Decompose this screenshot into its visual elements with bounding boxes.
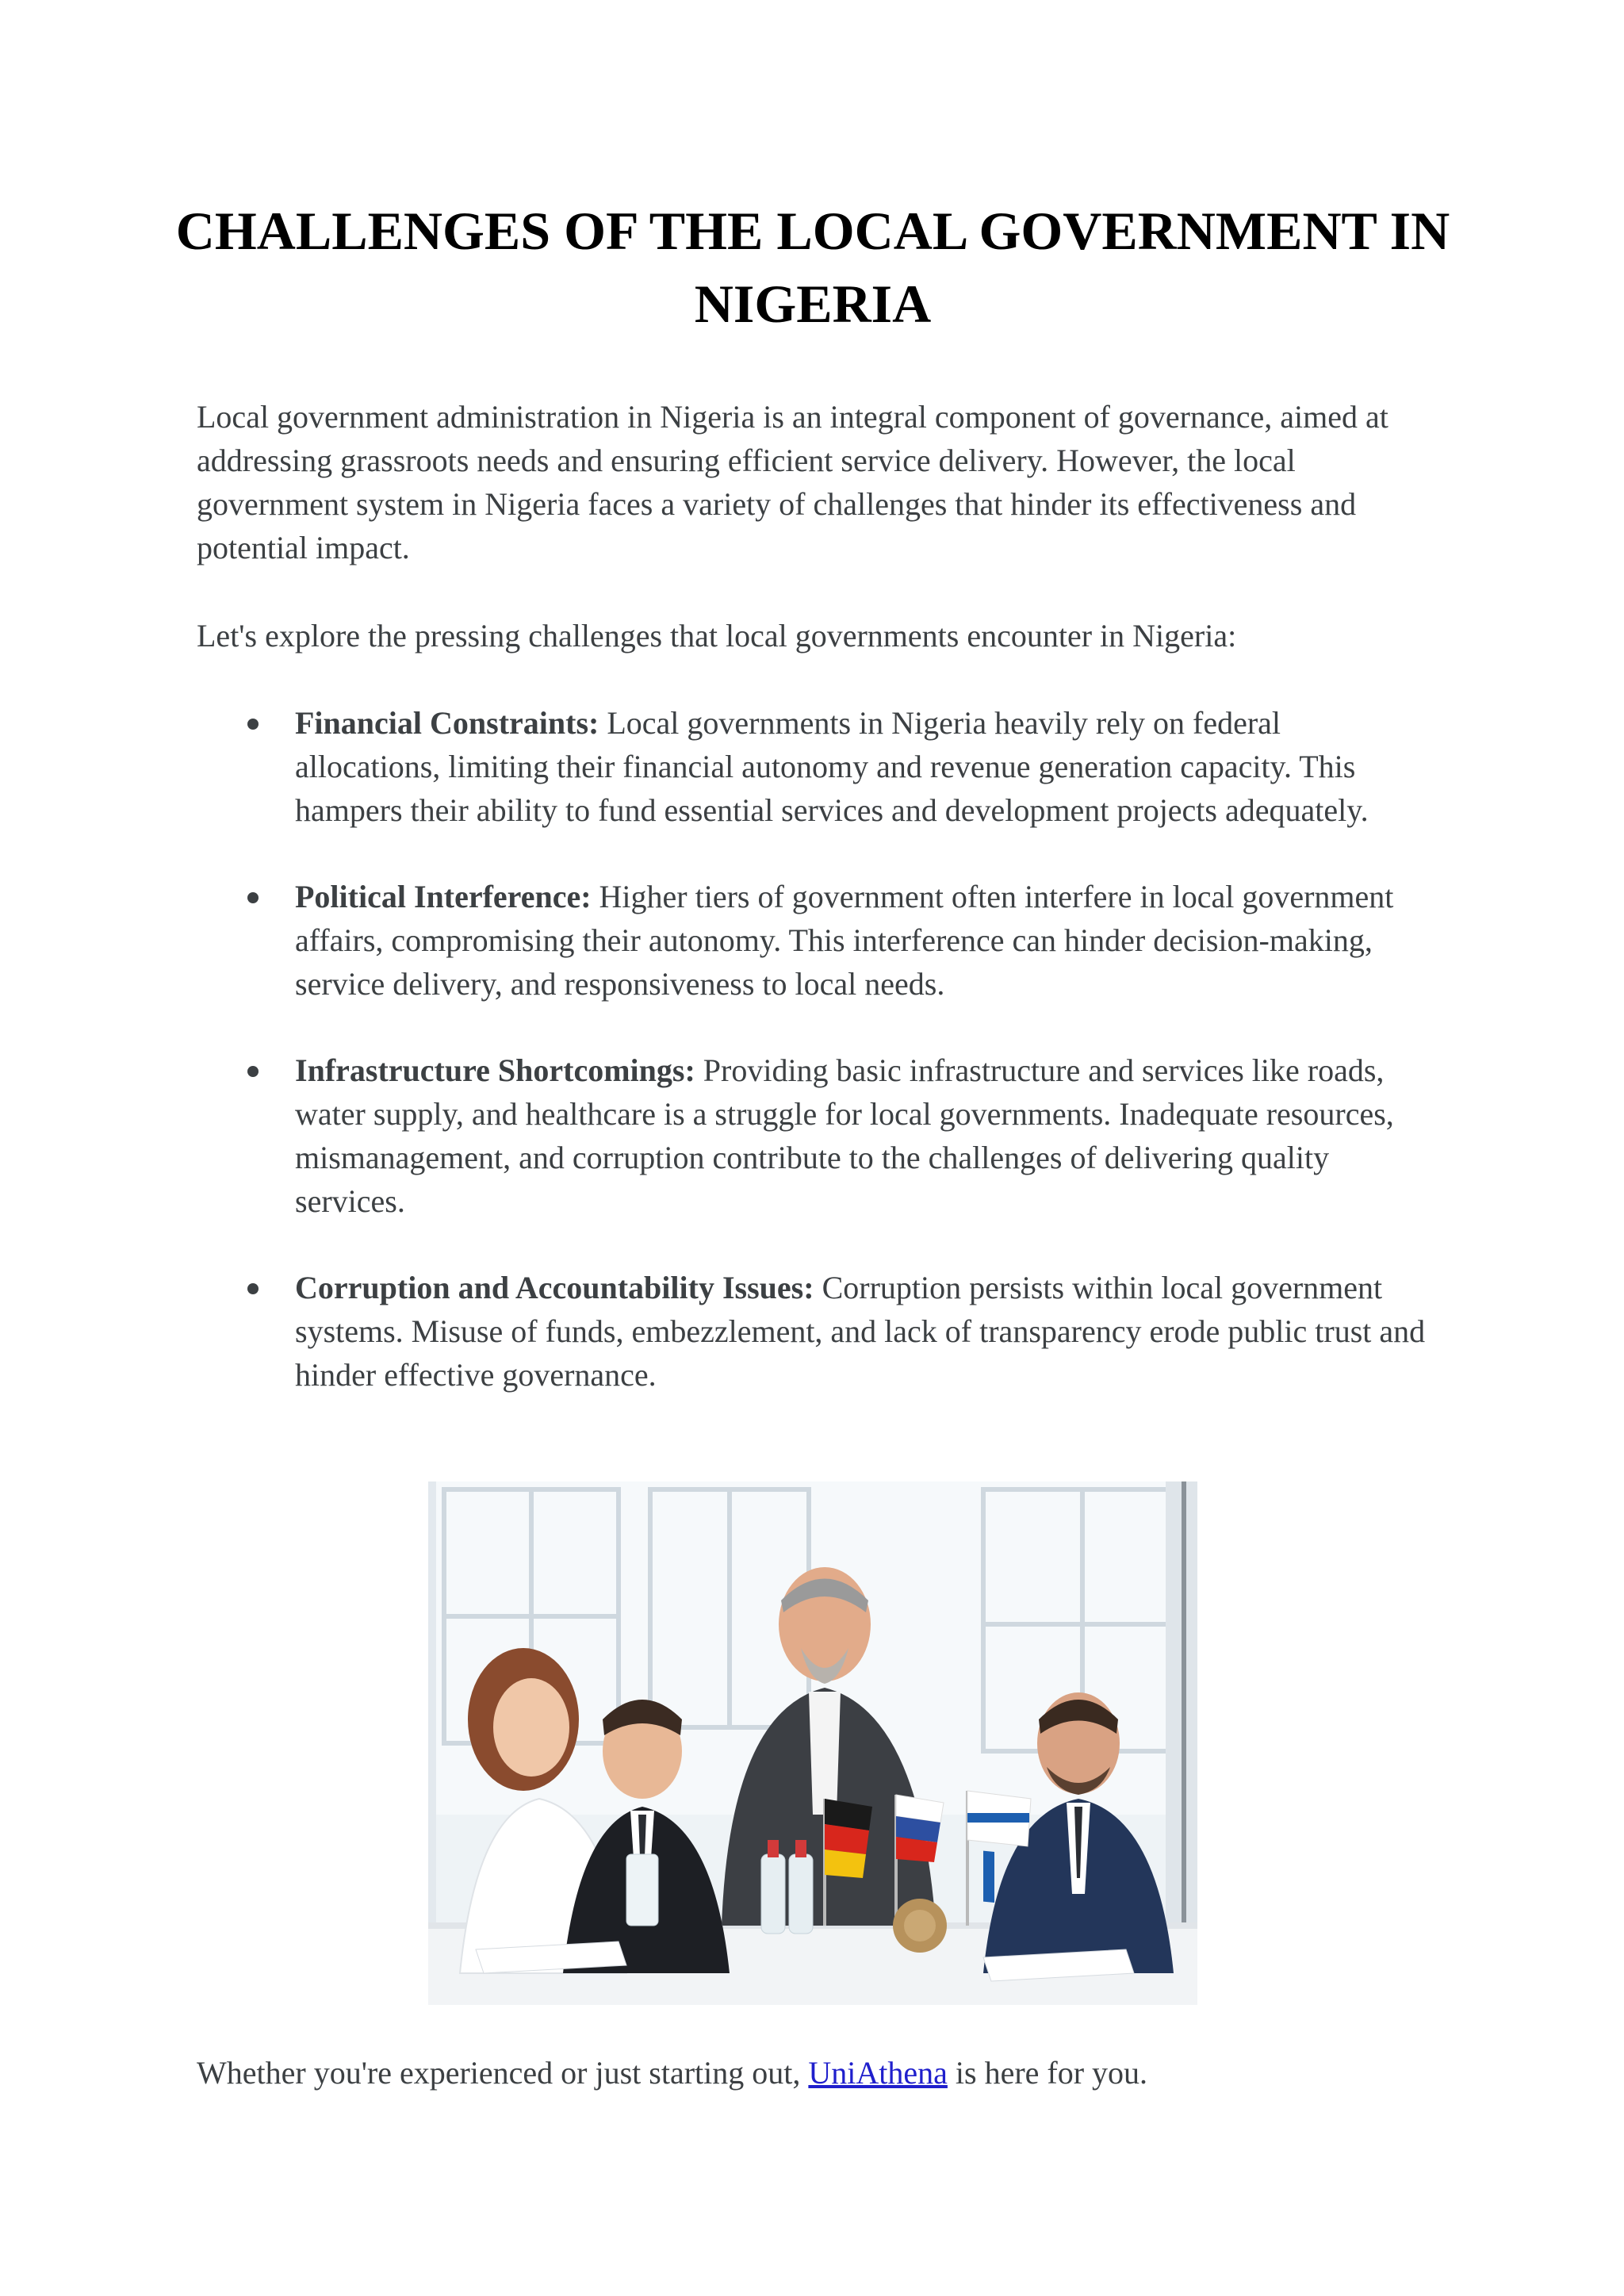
page-title: CHALLENGES OF THE LOCAL GOVERNMENT IN NIGERIA: [175, 201, 1450, 334]
closing-paragraph: [197, 2051, 1434, 2095]
closing-text-before: Whether you're experienced or just starting out,: [197, 2055, 809, 2091]
list-item-term: Financial Constraints:: [295, 705, 599, 741]
list-item-term: Political Interference:: [295, 879, 592, 914]
list-item: [197, 1048, 1434, 1223]
list-item-text: Corruption persists within local government systems. Misuse of funds, embezzlement, and lack of transparency erode public trust and hinder effective governance.: [295, 1270, 1426, 1393]
list-item: [197, 1266, 1434, 1397]
list-item-text: Local governments in Nigeria heavily rely on federal allocations, limiting their financial autonomy and revenue generation capacity. This hampers their ability to fund essential services and development projects adequately.: [295, 705, 1369, 828]
closing-text-after: is here for you.: [947, 2055, 1148, 2091]
list-item: [197, 701, 1434, 832]
meeting-photo: [428, 1481, 1197, 2005]
bullet-icon: [247, 719, 259, 730]
bullet-icon: [247, 1066, 259, 1077]
uniathena-link[interactable]: UniAthena: [808, 2055, 948, 2091]
lead-paragraph: Let's explore the pressing challenges that local governments encounter in Nigeria:: [197, 618, 1237, 654]
list-item-text: Higher tiers of government often interfere in local government affairs, compromising their autonomy. This interference can hinder decision-making, service delivery, and responsiveness to local needs.: [295, 879, 1394, 1002]
challenges-list: [197, 701, 1434, 1439]
meeting-illustration: [428, 1481, 1197, 2005]
list-item: [197, 875, 1434, 1006]
list-item-term: Corruption and Accountability Issues:: [295, 1270, 814, 1305]
intro-paragraph: Local government administration in Nigeria is an integral component of governance, aimed at addressing grassroots needs and ensuring efficient service delivery. However, the local government system in Nigeria faces a variety of challenges that hinder its effectiveness and potential impact.: [197, 399, 1388, 565]
bullet-icon: [247, 892, 259, 903]
list-item-term: Infrastructure Shortcomings:: [295, 1052, 695, 1088]
bullet-icon: [247, 1283, 259, 1294]
list-item-text: Providing basic infrastructure and services like roads, water supply, and healthcare is a struggle for local governments. Inadequate resources, mismanagement, and corruption contribute to the challenges of delivering quality services.: [295, 1052, 1394, 1219]
